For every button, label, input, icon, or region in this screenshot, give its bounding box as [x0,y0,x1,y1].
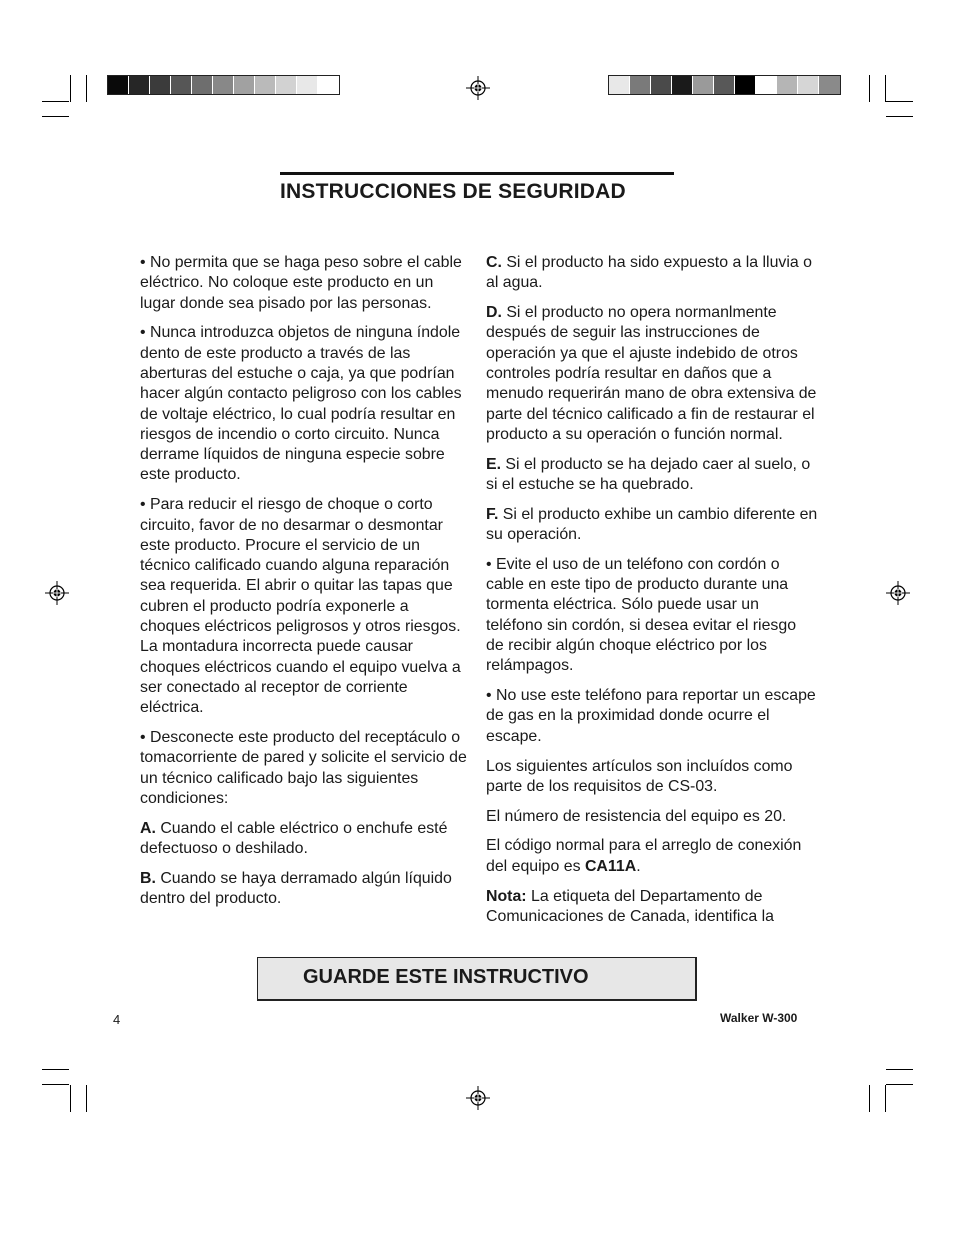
paragraph-text: Si el producto no opera normanlmente después de seguir las instrucciones de operación ya que el ajuste indebido de otros controles podría resultar en daños que a menudo requerirán mano de obra extensiva de parte del técnico calificado a fin de restaurar el producto a su operación o función normal. [486,304,817,443]
paragraph [486,253,818,294]
color-swatch [108,76,129,94]
color-swatch [735,76,756,94]
color-swatch [714,76,735,94]
paragraph-text: Cuando el cable eléctrico o enchufe esté defectuoso o deshilado. [140,819,448,858]
page-number: 4 [113,1012,121,1027]
paragraph-text: Cuando se haya derramado algún líquido dentro del producto. [140,869,452,908]
paragraph-label: E. [486,455,502,473]
paragraph [486,887,818,928]
paragraph-text: Si el producto ha sido expuesto a la lluvia o al agua. [486,254,812,292]
color-swatch [150,76,171,94]
paragraph [140,253,472,314]
paragraph-emphasis: CA11A [584,857,637,875]
registration-target-icon [886,581,910,605]
paragraph-label: B. [140,869,156,887]
paragraph-label: D. [486,304,502,322]
title-rule [280,172,674,175]
color-bar-right [608,75,841,95]
color-swatch [276,76,297,94]
paragraph [140,495,472,718]
registration-target-icon [466,1086,490,1110]
paragraph-label: C. [486,254,502,271]
color-swatch [318,76,339,94]
paragraph [486,757,818,798]
paragraph-text: • No permita que se haga peso sobre el cable eléctrico. No coloque este producto en un lugar donde sea pisado por las personas. [140,254,462,312]
color-swatch [213,76,234,94]
paragraph [140,869,472,910]
color-swatch [672,76,693,94]
paragraph [486,303,818,445]
registration-target-icon [45,581,69,605]
paragraph-text: • Nunca introduzca objetos de ninguna índole dento de este producto a través de las aberturas del estuche o caja, ya que podrían hacer algún contacto peligroso con los cables de voltaje eléctrico, lo cual podría resultar en riesgos de incendio o corto circuito. Nunca derrame líquidos de ninguna especie sobre este producto. [140,324,462,484]
paragraph [486,455,818,496]
color-swatch [192,76,213,94]
color-swatch [777,76,798,94]
page-title: INSTRUCCIONES DE SEGURIDAD [280,180,626,203]
paragraph-label: Nota: [486,887,527,905]
paragraph [140,323,472,485]
paragraph-text: Si el producto exhibe un cambio diferente en su operación. [486,505,818,544]
paragraph-text: La etiqueta del Departamento de Comunicaciones de Canada, identifica la [486,887,774,925]
paragraph [486,505,818,546]
model-label: Walker W-300 [720,1011,798,1025]
color-swatch [171,76,192,94]
paragraph-text: • Desconecte este producto del receptáculo o tomacorriente de pared y solicite el servicio de un técnico calificado bajo las siguientes condiciones: [140,729,467,807]
paragraph [486,836,818,877]
paragraph-text: El número de resistencia del equipo es 20. [486,807,787,825]
paragraph-text: • No use este teléfono para reportar un escape de gas en la proximidad donde ocurre el escape. [486,687,816,745]
paragraph-text: El código normal para el arreglo de conexión del equipo es [486,837,802,875]
footer-banner-text: GUARDE ESTE INSTRUCTIVO [303,966,589,988]
paragraph-text: • Para reducir el riesgo de choque o corto circuito, favor de no desarmar o desmontar este producto. Procure el servicio de un técnico calificado cuando alguna reparación sea requerida. El abrir o quitar las tapas que cubren el producto podría exponerle a choques eléctricos peligrosos y otros riesgos. La montadura incorrecta puede causar choques eléctricos cuando el equipo vuelva a ser conectado al receptor de corriente eléctrica. [140,496,461,717]
paragraph [140,728,472,809]
footer-banner [257,957,697,1001]
paragraph [486,555,818,677]
color-swatch [609,76,630,94]
registration-target-icon [466,76,490,100]
paragraph-label: A. [140,819,156,837]
color-swatch [129,76,150,94]
color-swatch [630,76,651,94]
paragraph [140,819,472,860]
color-swatch [798,76,819,94]
color-swatch [255,76,276,94]
color-bar-left [107,75,340,95]
color-swatch [651,76,672,94]
paragraph-text: Los siguientes artículos son incluídos como parte de los requisitos de CS-03. [486,757,793,795]
color-swatch [234,76,255,94]
paragraph-text: Si el producto se ha dejado caer al suelo, o si el estuche se ha quebrado. [486,455,811,493]
paragraph-suffix: . [636,857,641,875]
right-column [486,253,818,937]
paragraph-label: F. [486,505,499,523]
color-swatch [756,76,777,94]
left-column [140,253,472,919]
paragraph [486,807,818,827]
paragraph-text: • Evite el uso de un teléfono con cordón o cable en este tipo de producto durante una tormenta eléctrica. Sólo puede usar un teléfono sin cordón, si desea evitar el riesgo de recibir algún choque eléctrico por los relámpagos. [486,555,797,675]
color-swatch [819,76,840,94]
color-swatch [693,76,714,94]
color-swatch [297,76,318,94]
paragraph [486,686,818,747]
